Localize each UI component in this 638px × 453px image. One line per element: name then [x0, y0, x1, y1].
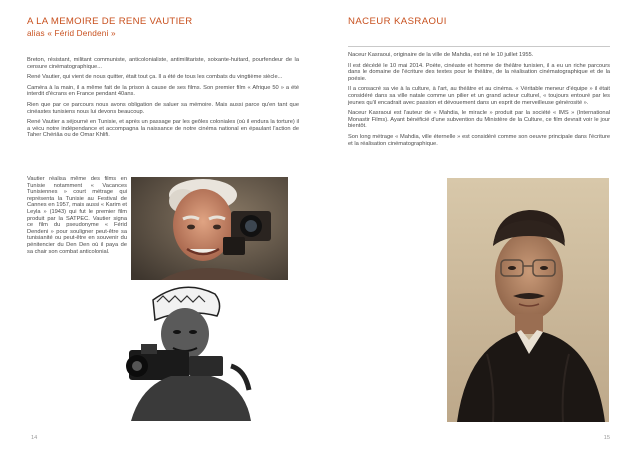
right-page	[319, 0, 638, 453]
vautier-camera-photo	[101, 280, 281, 423]
right-paragraph: Il a consacré sa vie à la culture, à l'art, au théâtre et au cinéma. « Véritable meneur d'équipe » il était considéré dans sa ville natale comme un pilier et un grand acteur culturel, « toujours entouré par les jeunes qu'il encadrait avec passion et dévouement dans un esprit de merveilleuse générosité ».	[348, 86, 610, 106]
title-divider	[348, 46, 610, 47]
left-subtitle: alias « Férid Dendeni »	[27, 29, 116, 38]
left-title: A LA MEMOIRE DE RENE VAUTIER	[27, 16, 193, 27]
left-paragraph: Caméra à la main, il a même fait de la prison à cause de ses films. Son premier film « Afrique 50 » a été interdit d'écrans en France pendant 40ans.	[27, 84, 299, 98]
page-number-right: 15	[603, 435, 610, 441]
left-side-column	[27, 176, 127, 259]
right-title: NACEUR KASRAOUI	[348, 16, 447, 27]
right-paragraph: Naceur Kasraoui est l'auteur de « Mahdia, le miracle » produit par la société « IMS » (International Monastir Films). Ayant bénéficié d'une subvention du Ministère de la Culture, ce film devrait voir le jour bientôt.	[348, 110, 610, 130]
left-header	[27, 16, 299, 39]
page-number-left: 14	[31, 435, 38, 441]
vautier-portrait-photo	[131, 177, 288, 280]
kasraoui-portrait-illustration	[447, 178, 609, 422]
kasraoui-portrait-photo	[447, 178, 609, 422]
right-paragraph: Naceur Kasraoui, originaire de la ville de Mahdia, est né le 10 juillet 1955.	[348, 52, 534, 58]
left-side-paragraph: Vautier réalisa même des films en Tunisie notamment « Vacances Tunisiennes » court métrage qui représenta la Tunisie au Festival de Cannes en 1957, mais aussi « Karim et Leyla » (1943) qui fut le premier film produit par la SATPEC. Vautier signa ce film du pseudonyme « Férid Dendeni » pour souligner peut-être sa tunisianité ou peut-être en souvenir du pénitencier du Den Den où il paya de sa chair son combat anticolonial.	[27, 176, 127, 255]
right-paragraph: Il est décédé le 10 mai 2014. Poète, cinéaste et homme de théâtre tunisien, il a eu un riche parcours dans le domaine de l'écriture des textes pour le théâtre, de la réalisation cinématographique et de la poésie.	[348, 62, 610, 82]
right-article-body	[348, 52, 610, 151]
left-paragraph: Rien que par ce parcours nous avons obligation de saluer sa mémoire. Mais aussi parce qu'en tant que cinéastes tunisiens nous lui devons beaucoup.	[27, 101, 299, 115]
vautier-portrait-illustration	[131, 177, 288, 280]
left-paragraph: René Vautier, qui vient de nous quitter, était tout ça. Il a été de tous les combats du vingtième siècle...	[27, 74, 283, 81]
right-paragraph: Son long métrage « Mahdia, ville éternelle » est considéré comme son oeuvre principale dans l'écriture et la réalisation cinématographique.	[348, 133, 610, 147]
left-paragraph: Breton, résistant, militant communiste, anticolonialiste, antimilitariste, soixante-huitard, pourfendeur de la censure cinématographique...	[27, 57, 299, 70]
vautier-camera-illustration	[101, 280, 281, 423]
left-paragraph: René Vautier a séjourné en Tunisie, et après un passage par les geôles coloniales (où il endura la torture) il a vécu notre indépendance et accompagna la naissance de notre cinéma national en épaulant l'action de Taher Chériâa ou de Omar Khlifi.	[27, 119, 299, 139]
right-header	[348, 16, 610, 27]
left-article-body	[27, 57, 299, 143]
